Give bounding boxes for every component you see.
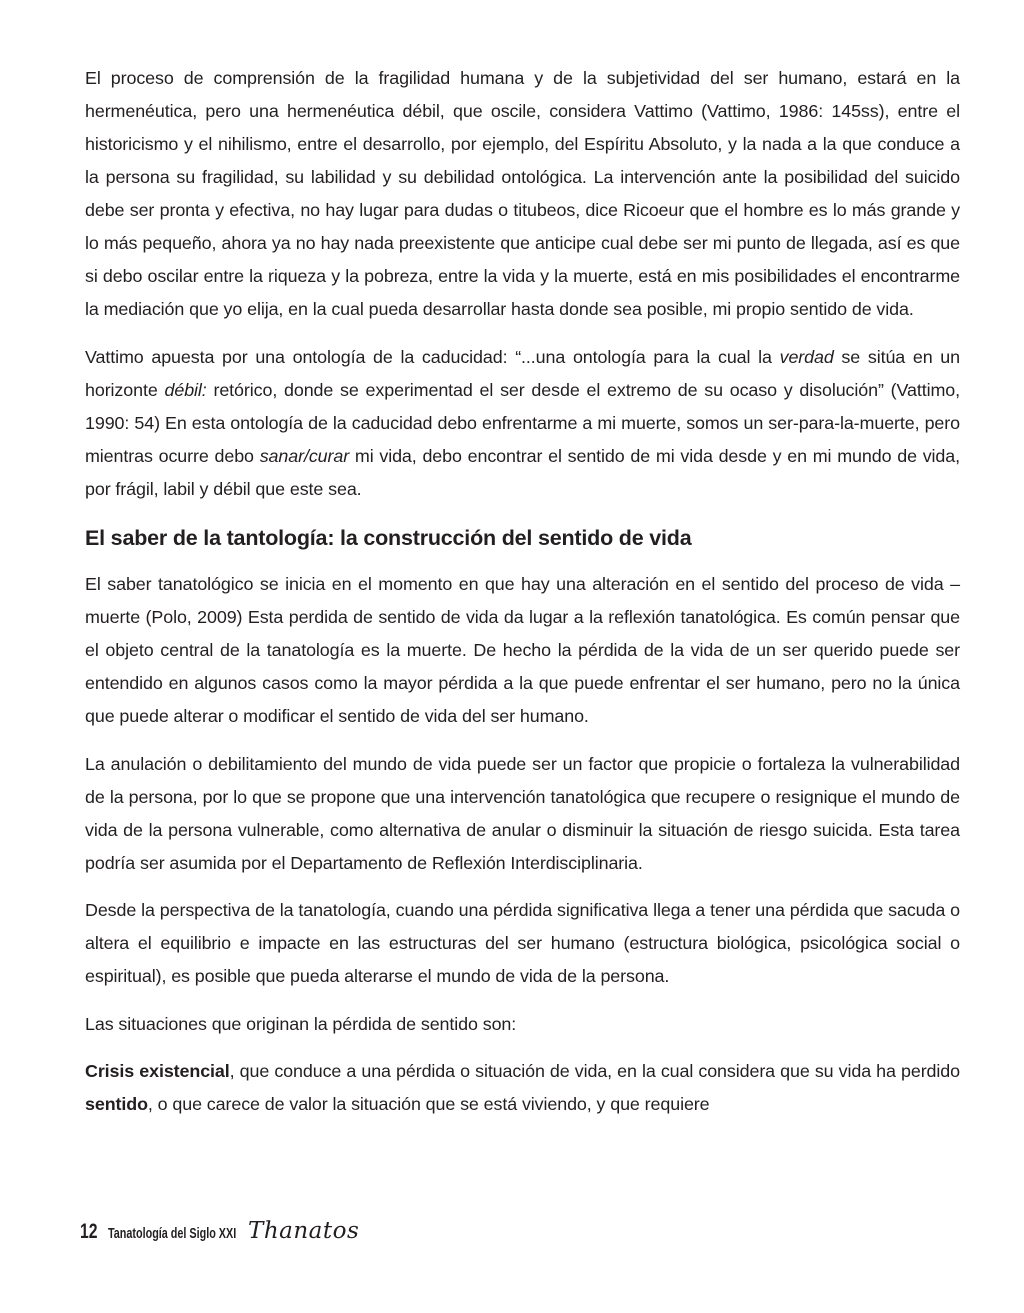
paragraph-saber-tanatologico: El saber tanatológico se inicia en el momento en que hay una alteración en el sentido del proceso de vida – muerte (Polo, 2009) Esta perdida de sentido de vida da lugar a la reflexión tanatológica. Es común pensar que el objeto central de la tanatología es la muerte. De hecho la pérdida de la vida de un ser querido puede ser entendido en algunos casos como la mayor pérdida a la que puede enfrentar el ser humano, pero no la única que puede alterar o modificar el sentido de vida del ser humano. xyxy=(85,574,960,726)
page-footer xyxy=(80,1218,359,1254)
thanatos-logo: Thanatos xyxy=(248,1218,360,1244)
paragraph-situaciones: Las situaciones que originan la pérdida de sentido son: xyxy=(85,1013,517,1034)
paragraph-anulacion: La anulación o debilitamiento del mundo de vida puede ser un factor que propicie o fortaleza la vulnerabilidad de la persona, por lo que se propone que una intervención tanatológica que recupere o resignique el mundo de vida de la persona vulnerable, como alternativa de anular o disminuir la situación de riesgo suicida. Esta tarea podría ser asumida por el Departamento de Reflexión Interdisciplinaria. xyxy=(85,753,960,873)
paragraph-perspectiva: Desde la perspectiva de la tanatología, cuando una pérdida significativa llega a tener una pérdida que sacuda o altera el equilibrio e impacte en las estructuras del ser humano (estructura biológica, psicológica social o espiritual), es posible que pueda alterarse el mundo de vida de la persona. xyxy=(85,900,960,986)
paragraph-hermeneutica: El proceso de comprensión de la fragilidad humana y de la subjetividad del ser humano, estará en la hermenéutica, pero una hermenéutica débil, que oscile, considera Vattimo (Vattimo, 1986: 145ss), entre el historicismo y el nihilismo, entre el desarrollo, por ejemplo, del Espíritu Absoluto, y la nada a la que conduce a la persona su fragilidad, su labilidad y su debilidad ontológica. La intervención ante la posibilidad del suicido debe ser pronta y efectiva, no hay lugar para dudas o titubeos, dice Ricoeur que el hombre es lo más grande y lo más pequeño, ahora ya no hay nada preexistente que anticipe cual debe ser mi punto de llegada, así es que si debo oscilar entre la riqueza y la pobreza, entre la vida y la muerte, está en mis posibilidades el encontrarme la mediación que yo elija, en la cual pueda desarrollar hasta donde sea posible, mi propio sentido de vida. xyxy=(85,68,960,319)
page-number: 12 xyxy=(80,1220,98,1243)
paragraph-crisis-existencial: Crisis existencial, que conduce a una pérdida o situación de vida, en la cual considera que su vida ha perdido sentido, o que carece de valor la situación que se está viviendo, y que requiere xyxy=(85,1061,960,1114)
section-heading: El saber de la tantología: la construcción del sentido de vida xyxy=(85,526,692,550)
page-body xyxy=(85,62,960,1136)
journal-title: Tanatología del Siglo XXI xyxy=(108,1225,237,1242)
paragraph-vattimo-caducidad: Vattimo apuesta por una ontología de la caducidad: “...una ontología para la cual la verdad se sitúa en un horizonte débil: retórico, donde se experimentad el ser desde el extremo de su ocaso y disolución” (Vattimo, 1990: 54) En esta ontología de la caducidad debo enfrentarme a mi muerte, somos un ser-para-la-muerte, pero mientras ocurre debo sanar/curar mi vida, debo encontrar el sentido de mi vida desde y en mi mundo de vida, por frágil, labil y débil que este sea. xyxy=(85,346,961,499)
